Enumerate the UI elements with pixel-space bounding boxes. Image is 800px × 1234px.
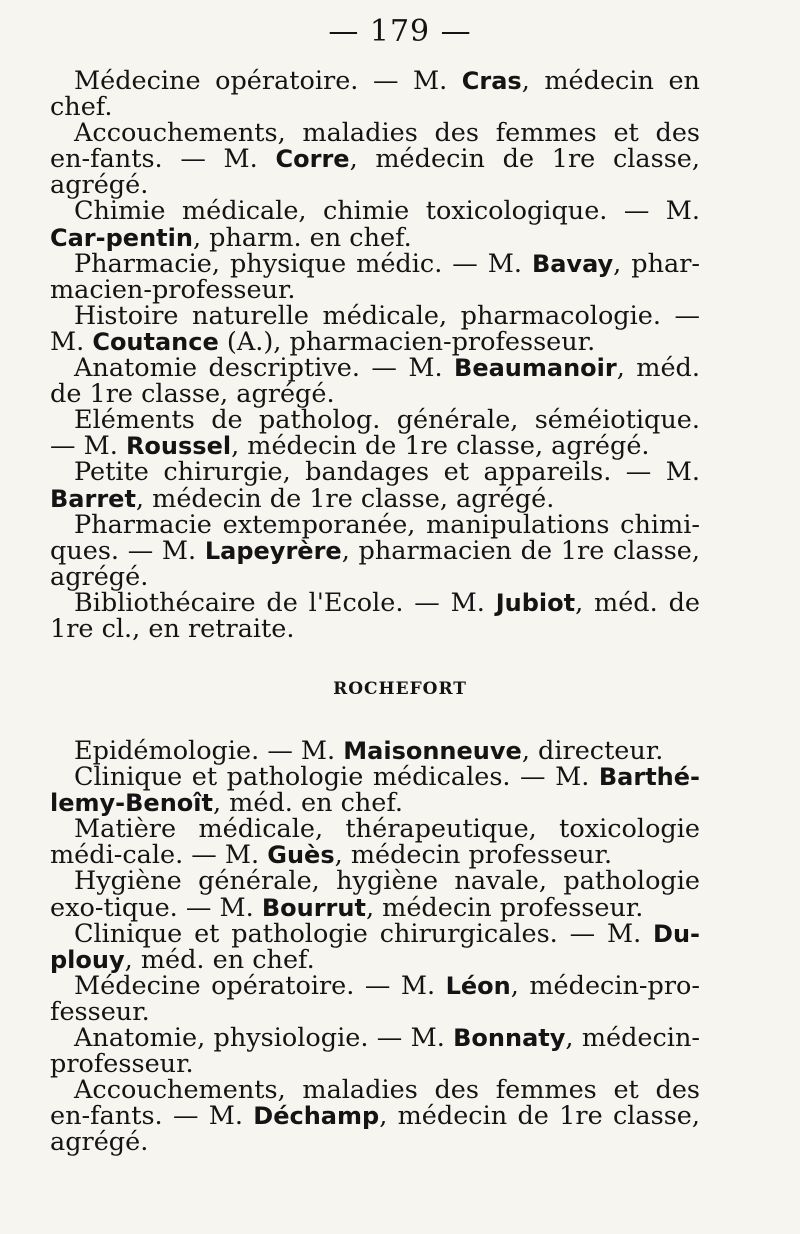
professor-name: Beaumanoir xyxy=(454,354,617,383)
professor-title: , médecin professeur. xyxy=(334,840,613,871)
professor-name: Bonnaty xyxy=(453,1024,566,1053)
course-title: Hygiène générale, hygiène navale, pathologie exo-tique. — M. xyxy=(50,866,700,923)
professor-name: Léon xyxy=(445,971,511,1000)
list-item xyxy=(50,509,701,592)
professor-title: , médecin de 1re classe, agrégé. xyxy=(50,144,700,201)
faculty-list-rochefort xyxy=(50,738,700,1156)
professor-name: Barthé-lemy-Benoît xyxy=(50,763,700,818)
professor-title: , phar-macien-professeur. xyxy=(50,248,701,305)
professor-name: Maisonneuve xyxy=(343,737,522,765)
professor-title: , méd. de 1re classe, agrégé. xyxy=(50,353,700,410)
professor-name: Bourrut xyxy=(261,893,366,922)
professor-name: Car-pentin xyxy=(50,223,193,252)
course-title: Médecine opératoire. — M. xyxy=(74,66,462,96)
course-title: Clinique et pathologie chirurgicales. — M. xyxy=(74,918,654,949)
list-item xyxy=(50,866,700,923)
professor-name: Du-plouy xyxy=(50,919,700,974)
course-title: Histoire naturelle médicale, pharmacologie. — M. xyxy=(50,300,700,357)
professor-title: , pharm. en chef. xyxy=(192,222,412,253)
professor-title: , directeur. xyxy=(521,736,664,766)
list-item xyxy=(50,353,700,410)
professor-title: (A.), pharmacien-professeur. xyxy=(218,326,596,357)
list-item xyxy=(50,1023,701,1080)
professor-title: , méd. en chef. xyxy=(212,788,404,819)
faculty-list-brest xyxy=(50,68,700,642)
professor-title: , médecin de 1re classe, agrégé. xyxy=(50,1101,700,1158)
list-item xyxy=(50,300,700,357)
course-title: Pharmacie extemporanée, manipulations chimi-ques. — M. xyxy=(50,509,700,566)
professor-name: Barret xyxy=(50,484,136,513)
professor-name: Bavay xyxy=(531,249,614,278)
list-item xyxy=(50,1075,700,1158)
professor-name: Lapeyrère xyxy=(204,536,342,565)
professor-name: Cras xyxy=(461,67,522,95)
course-title: Accouchements, maladies des femmes et des en-fants. — M. xyxy=(50,1075,700,1132)
list-item xyxy=(50,196,700,253)
course-title: Bibliothécaire de l'Ecole. — M. xyxy=(74,587,496,618)
professor-title: , médecin-professeur. xyxy=(50,1023,701,1080)
professor-name: Coutance xyxy=(92,327,219,356)
professor-title: , médecin professeur. xyxy=(365,892,644,923)
list-item xyxy=(50,762,700,819)
course-title: Chimie médicale, chimie toxicologique. — M. xyxy=(74,196,700,227)
page-number: — 179 — xyxy=(328,14,472,49)
professor-name: Déchamp xyxy=(253,1102,380,1131)
professor-title: , médecin de 1re classe, agrégé. xyxy=(231,431,650,462)
course-title: Epidémologie. — M. xyxy=(74,736,344,766)
course-title: Matière médicale, thérapeutique, toxicologie médi-cale. — M. xyxy=(50,814,700,871)
list-item xyxy=(50,814,700,871)
list-item xyxy=(50,248,701,305)
section-heading: ROCHEFORT xyxy=(333,679,467,699)
list-item xyxy=(50,457,700,514)
course-title: Anatomie descriptive. — M. xyxy=(74,353,455,384)
professor-title: , médecin en chef. xyxy=(50,66,700,123)
professor-name: Corre xyxy=(275,145,350,174)
professor-title: , pharmacien de 1re classe, agrégé. xyxy=(50,535,701,592)
course-title: Petite chirurgie, bandages et appareils. — M. xyxy=(74,457,700,488)
list-item xyxy=(50,66,700,123)
course-title: Clinique et pathologie médicales. — M. xyxy=(74,762,599,793)
professor-title: , médecin de 1re classe, agrégé. xyxy=(135,483,555,514)
list-item xyxy=(50,738,700,764)
course-title: Eléments de patholog. générale, séméiotique. — M. xyxy=(50,405,700,462)
list-item xyxy=(50,587,700,644)
list-item xyxy=(50,405,700,462)
list-item xyxy=(50,970,700,1027)
professor-title: , méd. de 1re cl., en retraite. xyxy=(50,587,700,644)
professor-name: Jubiot xyxy=(495,588,576,617)
course-title: Pharmacie, physique médic. — M. xyxy=(74,248,532,279)
professor-title: , médecin-pro-fesseur. xyxy=(50,970,700,1027)
course-title: Médecine opératoire. — M. xyxy=(74,970,446,1001)
professor-name: Roussel xyxy=(125,432,232,461)
list-item xyxy=(50,118,700,201)
course-title: Anatomie, physiologie. — M. xyxy=(74,1023,454,1054)
course-title: Accouchements, maladies des femmes et des en-fants. — M. xyxy=(50,118,700,175)
professor-title: , méd. en chef. xyxy=(124,944,315,975)
list-item xyxy=(50,918,700,975)
professor-name: Guès xyxy=(267,841,335,870)
